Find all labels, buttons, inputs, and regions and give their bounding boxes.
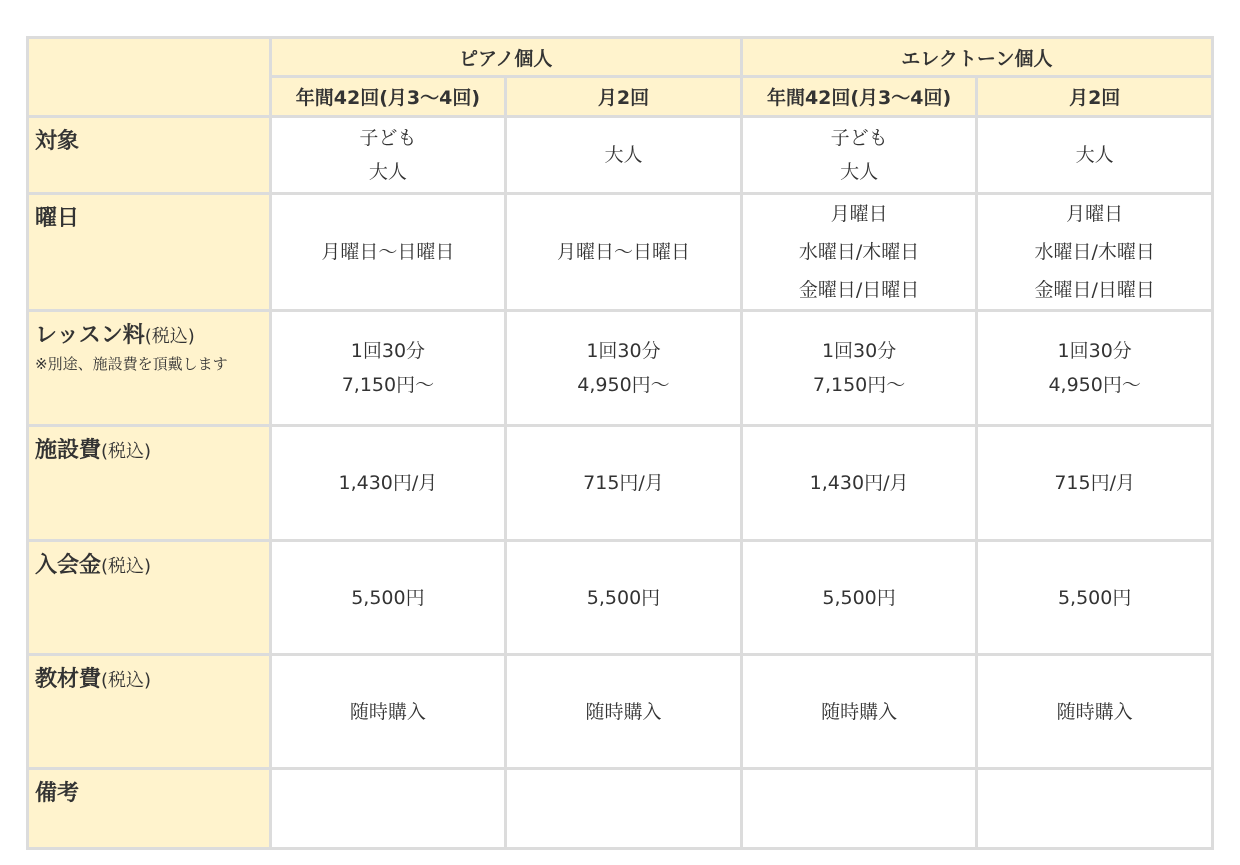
cell-facility-electone-annual: 1,430円/月 xyxy=(741,426,977,541)
table-corner xyxy=(28,38,271,117)
table-row-weekday xyxy=(28,194,1213,311)
row-label-text: 入会金 xyxy=(35,553,102,578)
cell-line: 7,150円〜 xyxy=(341,374,435,396)
cell-line: 1回30分 xyxy=(350,340,426,362)
cell-line: 子ども xyxy=(359,127,417,149)
row-label-facility-fee xyxy=(28,426,271,541)
subheader-piano-monthly: 月2回 xyxy=(506,77,742,117)
cell-material-piano-annual: 随時購入 xyxy=(270,655,506,769)
row-label-lesson-fee xyxy=(28,311,271,426)
cell-remarks-piano-annual xyxy=(270,769,506,849)
cell-lesson-electone-annual xyxy=(741,311,977,426)
cell-line: 1回30分 xyxy=(1057,340,1132,362)
cell-line: 子ども xyxy=(830,127,888,149)
row-label-text: 備考 xyxy=(35,781,80,806)
cell-line: 月曜日 xyxy=(830,203,888,225)
cell-line: 水曜日/木曜日 xyxy=(1034,241,1155,263)
tax-included-suffix: (税込) xyxy=(101,670,152,691)
cell-target-piano-annual xyxy=(270,117,506,194)
row-label-weekday xyxy=(28,194,271,311)
tax-included-suffix: (税込) xyxy=(101,556,152,577)
cell-remarks-electone-annual xyxy=(741,769,977,849)
row-label-text: 対象 xyxy=(35,129,80,154)
group-header-electone: エレクトーン個人 xyxy=(741,38,1212,77)
row-label-remarks xyxy=(28,769,271,849)
cell-target-electone-annual xyxy=(741,117,977,194)
table-row-target xyxy=(28,117,1213,194)
cell-line: 4,950円〜 xyxy=(577,374,670,396)
row-label-material-fee xyxy=(28,655,271,769)
row-label-text: 曜日 xyxy=(35,206,80,231)
row-label-target xyxy=(28,117,271,194)
row-label-text: 教材費 xyxy=(35,667,102,692)
cell-admission-piano-annual: 5,500円 xyxy=(270,541,506,655)
header-group-row xyxy=(28,38,1213,77)
cell-admission-electone-annual: 5,500円 xyxy=(741,541,977,655)
cell-target-piano-monthly xyxy=(506,117,742,194)
cell-line: 1回30分 xyxy=(586,340,661,362)
cell-line: 月曜日 xyxy=(1066,203,1124,225)
cell-line: 大人 xyxy=(1075,144,1114,166)
table-row-admission-fee xyxy=(28,541,1213,655)
cell-facility-electone-monthly: 715円/月 xyxy=(977,426,1213,541)
cell-weekday-piano-monthly xyxy=(506,194,742,311)
row-label-text: レッスン料 xyxy=(35,323,145,348)
cell-target-electone-monthly xyxy=(977,117,1213,194)
cell-line: 大人 xyxy=(840,161,879,183)
cell-line: 水曜日/木曜日 xyxy=(798,241,920,263)
cell-line: 金曜日/日曜日 xyxy=(798,279,920,301)
cell-facility-piano-monthly: 715円/月 xyxy=(506,426,742,541)
price-table-container xyxy=(26,36,1214,850)
cell-lesson-electone-monthly xyxy=(977,311,1213,426)
subheader-electone-monthly: 月2回 xyxy=(977,77,1213,117)
cell-material-electone-monthly: 随時購入 xyxy=(977,655,1213,769)
cell-line: 大人 xyxy=(604,144,643,166)
cell-remarks-electone-monthly xyxy=(977,769,1213,849)
table-row-remarks xyxy=(28,769,1213,849)
cell-line: 7,150円〜 xyxy=(812,374,906,396)
cell-remarks-piano-monthly xyxy=(506,769,742,849)
price-table xyxy=(26,36,1214,850)
cell-line: 月曜日〜日曜日 xyxy=(556,241,690,263)
group-header-piano: ピアノ個人 xyxy=(270,38,741,77)
tax-included-suffix: (税込) xyxy=(144,326,195,347)
cell-admission-piano-monthly: 5,500円 xyxy=(506,541,742,655)
cell-line: 4,950円〜 xyxy=(1048,374,1141,396)
cell-line: 1回30分 xyxy=(821,340,897,362)
cell-material-piano-monthly: 随時購入 xyxy=(506,655,742,769)
cell-weekday-electone-annual xyxy=(741,194,977,311)
cell-lesson-piano-monthly xyxy=(506,311,742,426)
cell-material-electone-annual: 随時購入 xyxy=(741,655,977,769)
cell-facility-piano-annual: 1,430円/月 xyxy=(270,426,506,541)
row-label-text: 施設費 xyxy=(35,438,102,463)
cell-line: 金曜日/日曜日 xyxy=(1034,279,1155,301)
row-label-admission-fee xyxy=(28,541,271,655)
tax-included-suffix: (税込) xyxy=(101,441,152,462)
cell-line: 月曜日〜日曜日 xyxy=(321,241,455,263)
table-row-lesson-fee xyxy=(28,311,1213,426)
cell-weekday-piano-annual xyxy=(270,194,506,311)
cell-weekday-electone-monthly xyxy=(977,194,1213,311)
cell-line: 大人 xyxy=(368,161,407,183)
cell-admission-electone-monthly: 5,500円 xyxy=(977,541,1213,655)
subheader-piano-annual: 年間42回(月3〜4回) xyxy=(270,77,506,117)
facility-fee-note: ※別途、施設費を頂戴します xyxy=(35,355,228,373)
table-row-facility-fee xyxy=(28,426,1213,541)
table-row-material-fee xyxy=(28,655,1213,769)
cell-lesson-piano-annual xyxy=(270,311,506,426)
subheader-electone-annual: 年間42回(月3〜4回) xyxy=(741,77,977,117)
